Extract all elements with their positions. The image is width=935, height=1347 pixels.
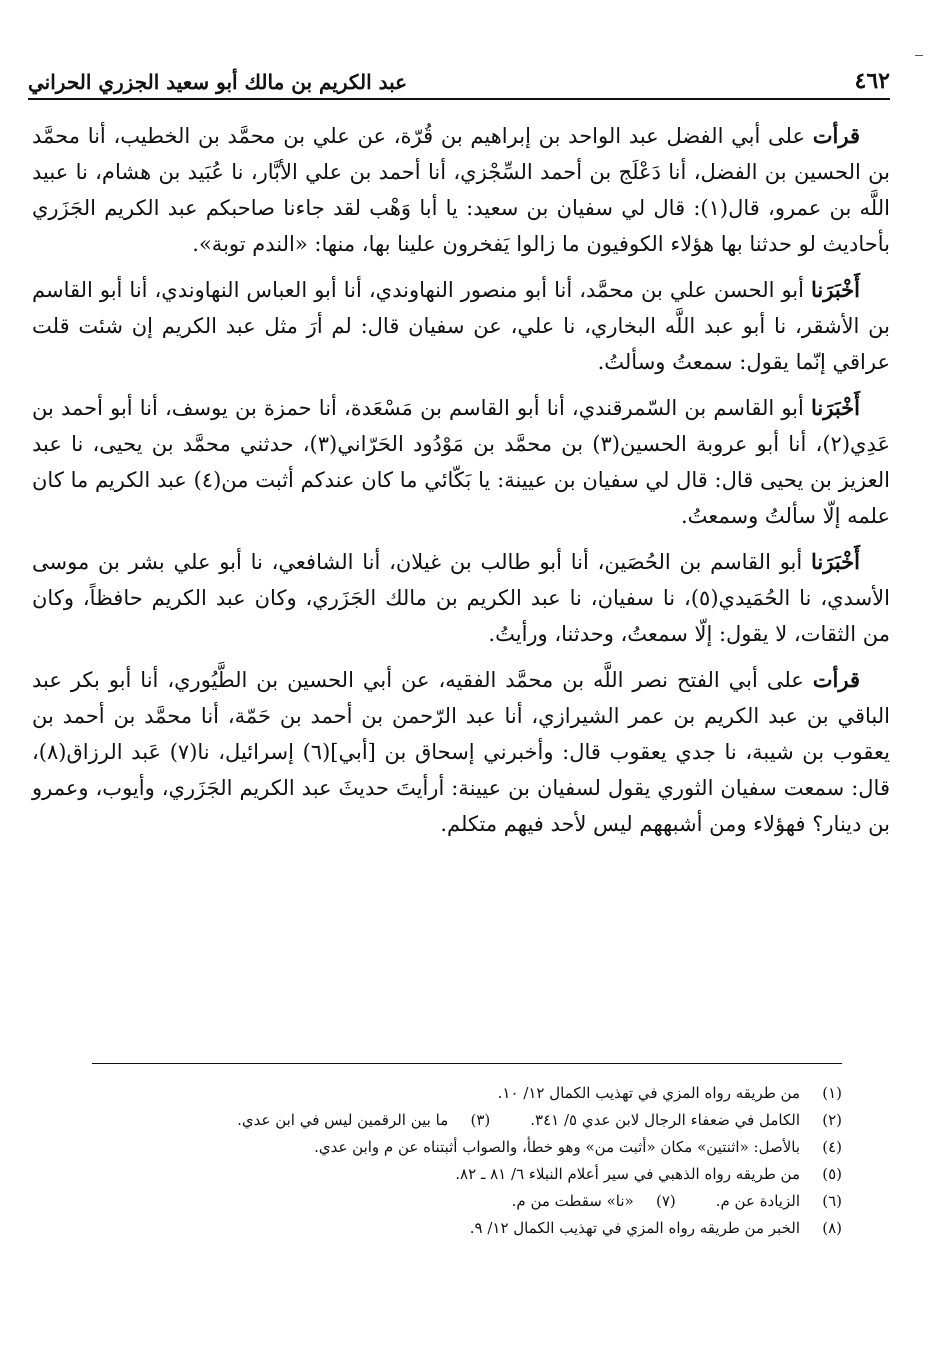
paragraph-text: أبو القاسم بن الحُصَين، أنا أبو طالب بن غيلان، أنا الشافعي، نا أبو علي بشر بن موسى الأسدي، نا الحُمَيدي(٥)، نا سفيان، نا عبد الكريم بن مالك الجَزَري، وكان عبد الكريم حافظاً، وكان من الثقات، لا يقول: إلّا سمعتُ، وحدثنا، ورأيتُ. [32,550,890,646]
footnote-row [40,1161,842,1188]
footnote-text: «نا» سقطت من م. [511,1192,634,1210]
paragraph-lead: أَخْبَرَنا [811,395,860,420]
footnote [716,1188,842,1215]
footnote-number: (٨) [822,1219,842,1237]
page-number: ٤٦٢ [854,68,890,94]
margin-mark [915,55,923,56]
footnote [455,1161,842,1188]
footnote-text: من طريقه رواه المزي في تهذيب الكمال ١٢/ ١٠. [497,1084,800,1102]
footnote [498,1080,842,1107]
footnote-row [40,1188,842,1215]
footnote-row [40,1134,842,1161]
footnote-row [40,1107,842,1134]
paragraph-lead: قرأت [812,667,860,692]
footnote-text: الخبر من طريقه رواه المزي في تهذيب الكمال ١٢/ ٩. [469,1219,800,1237]
footnote-text: ما بين الرقمين ليس في ابن عدي. [237,1111,449,1129]
paragraph-lead: أَخْبَرَنا [811,549,860,574]
footnote-number: (٦) [822,1192,842,1210]
footnote-text: الكامل في ضعفاء الرجال لابن عدي ٥/ ٣٤١. [530,1111,800,1129]
footnote [530,1107,842,1134]
paragraph [32,662,890,842]
footnote-number: (١) [822,1084,842,1102]
footnote-number: (٢) [822,1111,842,1129]
footnote-number: (٤) [822,1138,842,1156]
running-title: عبد الكريم بن مالك أبو سعيد الجزري الحراني [28,70,408,94]
footnote [512,1188,676,1215]
paragraph-text: على أبي الفتح نصر اللَّه بن محمَّد الفقيه، عن أبي الحسين بن الطَّيُوري، أنا أبو بكر عبد الباقي بن عبد الكريم بن عمر الشيرازي، أنا عبد الرّحمن بن أحمد بن حَمّة، أنا محمَّد بن أحمد بن يعقوب بن شيبة، نا جدي يعقوب قال: وأخبرني إسحاق بن [أبي](٦) إسرائيل، نا(٧) عَبد الرزاق(٨)، قال: سمعت سفيان الثوري يقول لسفيان بن عيينة: أرأيتَ حديثَ عبد الكريم الجَزَري، وأيوب، وعمرو بن دينار؟ فهؤلاء ومن أشبههم ليس لأحد فيهم متكلم. [32,668,890,836]
footnotes [40,1080,842,1242]
footnote-text: الزيادة عن م. [715,1192,800,1210]
footnote [237,1107,490,1134]
page-header [28,60,890,100]
footnote [314,1134,842,1161]
paragraph-lead: أَخْبَرَنا [811,277,860,302]
footnote-text: من طريقه رواه الذهبي في سير أعلام النبلاء ٦/ ٨١ ـ ٨٢. [455,1165,800,1183]
paragraph [32,544,890,652]
paragraph-text: على أبي الفضل عبد الواحد بن إبراهيم بن قُرّة، عن علي بن محمَّد بن الخطيب، أنا محمَّد بن الحسين بن الفضل، أنا دَعْلَج بن أحمد السِّجْزي، أنا أحمد بن علي الأبَّار، نا عُبَيد بن هشام، نا عبيد اللَّه بن عمرو، قال(١): قال لي سفيان بن سعيد: يا أبا وَهْب لقد جاءنا صاحبكم عبد الكريم الجَزَري بأحاديث لو حدثنا بها هؤلاء الكوفيون ما زالوا يَفخرون علينا بها، منها: «الندم توبة». [32,124,890,256]
body-text [32,118,890,852]
footnote-number: (٥) [822,1165,842,1183]
footnote-row [40,1080,842,1107]
paragraph-text: أبو الحسن علي بن محمَّد، أنا أبو منصور النهاوندي، أنا أبو العباس النهاوندي، أنا أبو القاسم بن الأشقر، نا أبو عبد اللَّه البخاري، نا علي، عن سفيان قال: لم أرَ مثل عبد الكريم إن شئت قلت عراقي إنّما يقول: سمعتُ وسألتُ. [32,278,890,374]
footnote-row [40,1215,842,1242]
paragraph-lead: قرأت [812,123,860,148]
footnote [470,1215,842,1242]
footnote-number: (٣) [470,1111,491,1129]
paragraph [32,390,890,534]
paragraph [32,118,890,262]
footnote-number: (٧) [655,1192,676,1210]
footnote-text: بالأصل: «اثنتين» مكان «أثبت من» وهو خطأ، والصواب أثبتناه عن م وابن عدي. [314,1138,800,1156]
paragraph-text: أبو القاسم بن السّمرقندي، أنا أبو القاسم بن مَسْعَدة، أنا حمزة بن يوسف، أنا أبو أحمد بن عَدِي(٢)، أنا أبو عروبة الحسين(٣) بن محمَّد بن مَوْدُود الحَرّاني(٣)، حدثني محمَّد بن يحيى، نا عبد العزيز بن يحيى قال: قال لي سفيان بن عيينة: يا بَكّائي ما كان عندكم أثبت من(٤) عبد الكريم ما كان علمه إلّا سألتُ وسمعتُ. [32,396,890,528]
paragraph [32,272,890,380]
footnote-separator [92,1063,842,1064]
